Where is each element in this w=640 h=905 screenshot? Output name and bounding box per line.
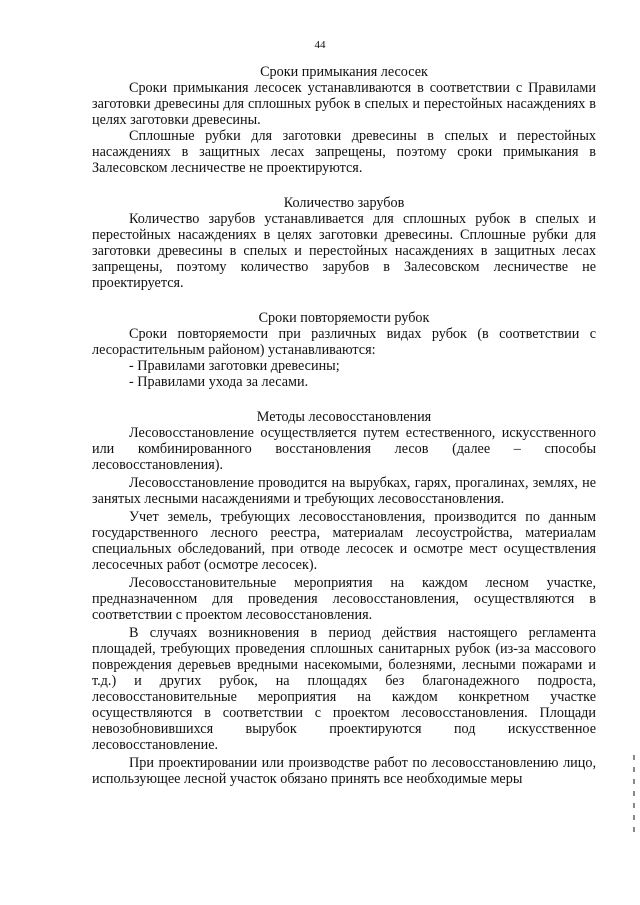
scan-margin-mark — [632, 755, 636, 845]
document-body — [92, 64, 596, 787]
paragraph: Сроки повторяемости при различных видах рубок (в соответствии с лесорастительным районом) устанавливаются: — [92, 326, 596, 358]
section-heading: Сроки примыкания лесосек — [260, 64, 428, 80]
paragraph: Лесовосстановление проводится на вырубках, гарях, прогалинах, землях, не занятых лесными насаждениями и требующих лесовосстановления. — [92, 475, 596, 507]
list-item: - Правилами заготовки древесины; — [129, 358, 340, 374]
section-heading: Сроки повторяемости рубок — [258, 310, 430, 326]
paragraph: Лесовосстановление осуществляется путем естественного, искусственного или комбинированного восстановления лесов (далее – способы лесовосстановления). — [92, 425, 596, 473]
paragraph: Учет земель, требующих лесовосстановления, производится по данным государственного лесного реестра, материалам лесоустройства, материалам специальных обследований, при отводе лесосек и осмотре мест осуществления лесосечных работ (осмотре лесосек). — [92, 509, 596, 573]
section-heading: Методы лесовосстановления — [256, 409, 432, 425]
paragraph: Сплошные рубки для заготовки древесины в спелых и перестойных насаждениях в защитных лесах запрещены, поэтому сроки примыкания в Залесовском лесничестве не проектируются. — [92, 128, 596, 176]
paragraph: Лесовосстановительные мероприятия на каждом лесном участке, предназначенном для проведения лесовосстановления, осуществляются в соответствии с проектом лесовосстановления. — [92, 575, 596, 623]
paragraph: В случаях возникновения в период действия настоящего регламента площадей, требующих проведения сплошных санитарных рубок (из-за массового повреждения деревьев вредными насекомыми, болезнями, лесными пожарами и т.д.) и других рубок, на площадях без благонадежного подроста, лесовосстановительные мероприятия на каждом конкретном участке осуществляются в соответствии с проектом лесовосстановления. Площади невозобновившихся вырубок проектируются под искусственное лесовосстановление. — [92, 625, 596, 753]
section-heading: Количество зарубов — [283, 195, 405, 211]
list-item: - Правилами ухода за лесами. — [129, 374, 309, 390]
paragraph: Сроки примыкания лесосек устанавливаются в соответствии с Правилами заготовки древесины для сплошных рубок в спелых и перестойных насаждениях в целях заготовки древесины. — [92, 80, 596, 128]
paragraph: При проектировании или производстве работ по лесовосстановлению лицо, использующее лесной участок обязано принять все необходимые меры — [92, 755, 596, 787]
paragraph: Количество зарубов устанавливается для сплошных рубок в спелых и перестойных насаждениях в целях заготовки древесины. Сплошные рубки для заготовки древесины в спелых и перестойных насаждениях в защитных лесах запрещены, поэтому количество зарубов в Залесовском лесничестве не проектируется. — [92, 211, 596, 291]
page-number: 44 — [314, 39, 326, 51]
